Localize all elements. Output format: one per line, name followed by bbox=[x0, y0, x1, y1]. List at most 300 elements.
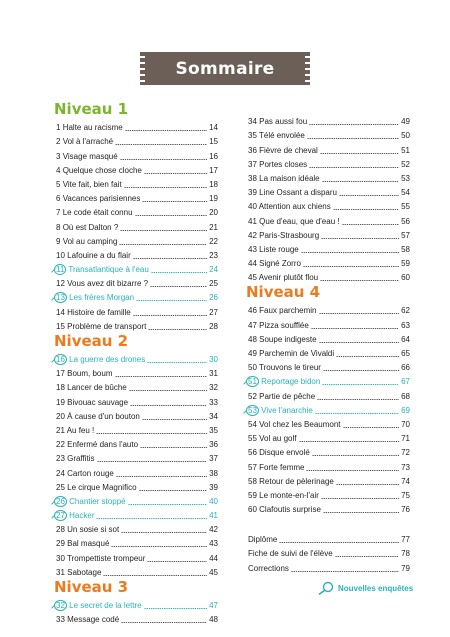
entry-page-number: 32 bbox=[209, 383, 218, 393]
toc-entry[interactable] bbox=[248, 416, 410, 430]
entry-page-number: 43 bbox=[209, 539, 218, 549]
entry-page-number: 63 bbox=[401, 320, 410, 330]
entry-title bbox=[248, 306, 317, 316]
entry-title bbox=[56, 510, 94, 521]
entry-number: 58 bbox=[248, 476, 257, 486]
dot-leader bbox=[140, 447, 207, 448]
entry-title bbox=[248, 477, 334, 487]
new-investigations-legend bbox=[318, 581, 413, 595]
toc-entry[interactable] bbox=[56, 507, 218, 521]
entry-page-number: 70 bbox=[401, 419, 410, 429]
entry-title-text: Les frères Morgan bbox=[69, 293, 135, 303]
toc-entry[interactable] bbox=[248, 141, 410, 155]
entry-page-number: 71 bbox=[401, 434, 410, 444]
entry-number: 38 bbox=[248, 173, 257, 183]
entry-number: 49 bbox=[248, 349, 257, 358]
toc-entry[interactable] bbox=[56, 379, 218, 393]
entry-title-text: Portes closes bbox=[259, 159, 308, 169]
entry-number: 41 bbox=[248, 216, 257, 226]
entry-title-text: Signé Zorro bbox=[259, 259, 301, 269]
entry-page-number: 28 bbox=[209, 321, 218, 331]
toc-entry[interactable] bbox=[56, 408, 218, 422]
entry-number: 27 bbox=[56, 511, 65, 521]
entry-number: 44 bbox=[248, 259, 257, 269]
entry-number: 2 bbox=[56, 137, 61, 147]
dot-leader bbox=[124, 187, 207, 188]
dot-leader bbox=[147, 561, 207, 562]
entry-title-text: Pas aussi fou bbox=[259, 117, 308, 127]
entry-title-text: Boum, boum bbox=[67, 369, 113, 379]
entry-title-text: Quelque chose cloche bbox=[62, 165, 142, 175]
entry-title bbox=[248, 259, 301, 269]
entry-number: 15 bbox=[56, 321, 65, 331]
entry-number: 40 bbox=[248, 202, 257, 212]
dot-leader bbox=[303, 266, 399, 267]
entry-number: 9 bbox=[56, 236, 61, 246]
toc-entry[interactable] bbox=[56, 365, 218, 379]
entry-number: 26 bbox=[56, 496, 65, 506]
toc-entry[interactable] bbox=[56, 147, 218, 161]
toc-entry[interactable] bbox=[248, 387, 410, 401]
entry-page-number: 45 bbox=[209, 567, 218, 577]
toc-entry[interactable] bbox=[248, 373, 410, 387]
entry-page-number: 65 bbox=[401, 349, 410, 358]
entry-number: 18 bbox=[56, 383, 65, 393]
dot-leader bbox=[120, 230, 207, 231]
entry-title bbox=[56, 539, 109, 549]
entry-number: 24 bbox=[56, 468, 65, 478]
entry-page-number: 69 bbox=[401, 405, 410, 415]
entry-page-number: 76 bbox=[401, 505, 410, 515]
dot-leader bbox=[121, 532, 207, 533]
entry-title bbox=[56, 496, 126, 507]
dot-leader bbox=[144, 608, 207, 609]
entry-number: 29 bbox=[56, 539, 65, 549]
dot-leader bbox=[97, 461, 208, 462]
entry-page-number: 24 bbox=[209, 265, 218, 275]
toc-entry[interactable] bbox=[248, 331, 410, 345]
legend-label: Nouvelles enquêtes bbox=[338, 583, 414, 593]
dot-leader bbox=[128, 504, 207, 505]
entry-title bbox=[248, 434, 297, 444]
entry-page-number: 59 bbox=[401, 259, 410, 269]
entry-title-text: Soupe indigeste bbox=[259, 334, 317, 344]
entry-title-text: Un sosie si sot bbox=[67, 525, 120, 535]
entry-page-number: 50 bbox=[401, 131, 410, 141]
entry-title bbox=[248, 202, 331, 212]
entry-title bbox=[56, 279, 148, 289]
toc-entry[interactable] bbox=[248, 345, 410, 359]
entry-title bbox=[56, 398, 128, 408]
entry-title bbox=[56, 554, 145, 564]
dot-leader bbox=[342, 224, 400, 225]
entry-title-text: Hacker bbox=[69, 511, 95, 521]
dot-leader bbox=[336, 484, 399, 485]
toc-entry[interactable] bbox=[56, 521, 218, 535]
entry-number: 21 bbox=[56, 425, 65, 435]
toc-entry[interactable] bbox=[56, 393, 218, 407]
entry-title bbox=[248, 349, 334, 359]
dot-leader bbox=[147, 362, 207, 363]
dot-leader bbox=[319, 313, 400, 314]
toc-entry[interactable] bbox=[56, 303, 218, 317]
entry-page-number: 64 bbox=[401, 334, 410, 344]
entry-page-number: 17 bbox=[209, 165, 218, 175]
entry-title-text: Clafoutis surprise bbox=[259, 505, 321, 515]
toc-entry[interactable] bbox=[56, 247, 218, 261]
entry-number: 6 bbox=[56, 194, 61, 204]
dot-leader bbox=[320, 153, 399, 154]
entry-title-text: Message codé bbox=[67, 615, 120, 625]
entry-title bbox=[56, 308, 131, 318]
dot-leader bbox=[119, 244, 207, 245]
dot-leader bbox=[96, 518, 207, 519]
toc-entry[interactable] bbox=[248, 501, 410, 515]
toc-entry[interactable] bbox=[56, 351, 218, 365]
entry-title bbox=[56, 223, 118, 233]
entry-title bbox=[248, 405, 313, 416]
dot-leader bbox=[115, 376, 208, 377]
page-title: Sommaire bbox=[175, 58, 275, 79]
entry-title bbox=[248, 160, 307, 170]
toc-entry[interactable] bbox=[248, 198, 410, 212]
toc-entry[interactable] bbox=[56, 261, 218, 275]
toc-entry[interactable] bbox=[56, 162, 218, 176]
toc-entry[interactable] bbox=[56, 289, 218, 303]
entry-title bbox=[56, 525, 119, 535]
entry-title bbox=[56, 483, 137, 493]
entry-title-text: Line Ossant a disparu bbox=[259, 188, 337, 198]
toc-extra-entry[interactable] bbox=[248, 531, 410, 545]
entry-title bbox=[248, 463, 304, 473]
toc-entry[interactable] bbox=[56, 535, 218, 549]
dot-leader bbox=[299, 441, 400, 442]
entry-page-number: 34 bbox=[209, 411, 218, 421]
entry-title-text: Vive l'anarchie bbox=[261, 405, 313, 415]
entry-title bbox=[56, 237, 117, 247]
toc-entry[interactable] bbox=[56, 450, 218, 464]
dot-leader bbox=[309, 124, 399, 125]
dot-leader bbox=[148, 329, 207, 330]
entry-number: 5 bbox=[56, 179, 61, 189]
entry-title-text: Histoire de famille bbox=[67, 307, 131, 317]
level-heading: Niveau 2 bbox=[54, 331, 129, 350]
entry-title bbox=[56, 137, 113, 147]
entry-page-number: 72 bbox=[401, 448, 410, 458]
spacer bbox=[248, 100, 410, 113]
entry-title-text: Problème de transport bbox=[67, 321, 147, 331]
entry-title bbox=[248, 335, 317, 345]
entry-page-number: 73 bbox=[401, 462, 410, 472]
toc-entry[interactable] bbox=[56, 422, 218, 436]
entry-title bbox=[56, 123, 123, 133]
entry-number: 25 bbox=[56, 482, 65, 492]
entry-page-number: 23 bbox=[209, 250, 218, 260]
entry-page-number: 40 bbox=[209, 496, 218, 506]
entry-title-text: Parchemin de Vivaldi bbox=[259, 349, 335, 358]
dot-leader bbox=[319, 342, 400, 343]
entry-page-number: 33 bbox=[209, 397, 218, 407]
toc-entry[interactable] bbox=[248, 227, 410, 241]
entry-title-text: Attention aux chiens bbox=[258, 202, 331, 212]
toc-entry[interactable] bbox=[56, 218, 218, 232]
toc-entry[interactable] bbox=[56, 436, 218, 450]
entry-page-number: 54 bbox=[401, 188, 410, 198]
entry-number: 10 bbox=[56, 250, 65, 260]
dot-leader bbox=[279, 542, 399, 543]
entry-number: 59 bbox=[248, 490, 257, 500]
entry-number: 35 bbox=[248, 131, 257, 141]
entry-title bbox=[56, 615, 119, 625]
entry-number: 55 bbox=[248, 434, 257, 444]
entry-title bbox=[248, 321, 309, 331]
toc-entry[interactable] bbox=[56, 133, 218, 147]
level-heading: Niveau 4 bbox=[246, 283, 321, 302]
toc-entry[interactable] bbox=[248, 156, 410, 170]
dot-leader bbox=[142, 419, 207, 420]
entry-title-text: Corrections bbox=[248, 563, 289, 573]
entry-title bbox=[248, 420, 341, 430]
entry-title bbox=[248, 273, 318, 283]
entry-page-number: 78 bbox=[401, 549, 410, 559]
toc-entry[interactable] bbox=[56, 464, 218, 478]
dot-leader bbox=[130, 405, 207, 406]
entry-page-number: 66 bbox=[401, 363, 410, 373]
toc-entry[interactable] bbox=[248, 430, 410, 444]
toc-column-right bbox=[248, 100, 410, 574]
dot-leader bbox=[311, 328, 399, 329]
dot-leader bbox=[312, 455, 399, 456]
entry-title bbox=[248, 363, 321, 373]
entry-title-text: Avenir plutôt flou bbox=[258, 273, 319, 283]
entry-title bbox=[56, 208, 133, 218]
entry-title bbox=[248, 448, 310, 458]
entry-number: 14 bbox=[56, 307, 65, 317]
entry-page-number: 44 bbox=[209, 553, 218, 563]
dot-leader bbox=[339, 195, 399, 196]
entry-title-text: Sabotage bbox=[67, 567, 102, 577]
entry-title-text: Trompettiste trompeur bbox=[66, 553, 146, 563]
entry-number: 8 bbox=[56, 222, 61, 232]
toc-entry[interactable] bbox=[56, 564, 218, 578]
entry-page-number: 39 bbox=[209, 482, 218, 492]
entry-page-number: 75 bbox=[401, 490, 410, 500]
dot-leader bbox=[133, 258, 207, 259]
toc-entry[interactable] bbox=[248, 212, 410, 226]
entry-page-number: 68 bbox=[401, 391, 410, 401]
entry-page-number: 14 bbox=[209, 123, 218, 133]
entry-title-text: Vol au golf bbox=[259, 434, 297, 444]
toc-entry[interactable] bbox=[248, 127, 410, 141]
entry-number: 51 bbox=[248, 377, 257, 387]
entry-title-text: Halte au racisme bbox=[62, 123, 123, 133]
dot-leader bbox=[135, 215, 208, 216]
entry-title-text: Visage masqué bbox=[62, 151, 118, 161]
entry-number: 12 bbox=[56, 279, 65, 289]
entry-number: 52 bbox=[248, 391, 257, 401]
entry-title-text: Le monte-en-l'air bbox=[259, 490, 319, 500]
toc-entry[interactable] bbox=[248, 359, 410, 373]
toc-column-left bbox=[56, 100, 218, 625]
entry-page-number: 20 bbox=[209, 208, 218, 218]
dot-leader bbox=[320, 280, 399, 281]
toc-entry[interactable] bbox=[56, 479, 218, 493]
entry-title-text: Vol à l'arraché bbox=[62, 137, 114, 147]
toc-entry[interactable] bbox=[248, 316, 410, 330]
toc-entry[interactable] bbox=[248, 184, 410, 198]
entry-number: 34 bbox=[248, 117, 257, 127]
entry-number: 28 bbox=[56, 525, 65, 535]
entry-title-text: Lancer de bûche bbox=[67, 383, 127, 393]
entry-title bbox=[56, 426, 94, 436]
entry-page-number: 21 bbox=[209, 222, 218, 232]
entry-page-number: 55 bbox=[401, 202, 410, 212]
entry-page-number: 42 bbox=[209, 525, 218, 535]
entry-title bbox=[248, 117, 307, 127]
toc-entry[interactable] bbox=[56, 176, 218, 190]
entry-number: 23 bbox=[56, 454, 65, 464]
toc-entry[interactable] bbox=[56, 597, 218, 611]
entry-title bbox=[248, 392, 315, 402]
entry-number: 20 bbox=[56, 411, 65, 421]
toc-entry[interactable] bbox=[56, 493, 218, 507]
toc-entry[interactable] bbox=[248, 444, 410, 458]
entry-title-text: La maison idéale bbox=[259, 173, 320, 183]
dot-leader bbox=[129, 390, 207, 391]
entry-page-number: 58 bbox=[401, 244, 410, 254]
toc-entry[interactable] bbox=[56, 204, 218, 218]
entry-page-number: 25 bbox=[209, 279, 218, 289]
entry-number: 13 bbox=[56, 293, 65, 303]
entry-title-text: Lafouine a du flair bbox=[67, 250, 131, 260]
entry-title bbox=[248, 491, 319, 501]
entry-title-text: Paris-Strasbourg bbox=[259, 230, 320, 240]
toc-entry[interactable] bbox=[56, 549, 218, 563]
toc-entry[interactable] bbox=[56, 190, 218, 204]
entry-title-text: Vol au camping bbox=[62, 236, 118, 246]
dot-leader bbox=[321, 238, 399, 239]
entry-page-number: 52 bbox=[401, 159, 410, 169]
toc-entry[interactable] bbox=[56, 119, 218, 133]
entry-number: 11 bbox=[56, 265, 65, 275]
entry-page-number: 15 bbox=[209, 137, 218, 147]
entry-title-text: Reportage bidon bbox=[261, 377, 321, 387]
entry-title bbox=[56, 354, 145, 365]
entry-title bbox=[56, 152, 118, 162]
page-title-banner bbox=[144, 52, 306, 85]
entry-number: 17 bbox=[56, 369, 65, 379]
dot-leader bbox=[343, 427, 400, 428]
dot-leader bbox=[322, 384, 399, 385]
entry-page-number: 56 bbox=[401, 216, 410, 226]
entry-number: 53 bbox=[248, 405, 257, 415]
level-heading: Niveau 1 bbox=[54, 100, 129, 118]
toc-entry[interactable] bbox=[248, 241, 410, 255]
entry-title-text: Graffitis bbox=[67, 454, 95, 464]
toc-entry[interactable] bbox=[248, 269, 410, 283]
dot-leader bbox=[144, 173, 207, 174]
entry-number: 22 bbox=[56, 440, 65, 450]
entry-title bbox=[56, 194, 140, 204]
entry-title bbox=[248, 231, 319, 241]
entry-page-number: 67 bbox=[401, 377, 410, 387]
dot-leader bbox=[116, 476, 207, 477]
entry-page-number: 27 bbox=[209, 307, 218, 317]
entry-number: 57 bbox=[248, 462, 257, 472]
toc-entry[interactable] bbox=[248, 170, 410, 184]
entry-title bbox=[56, 292, 134, 303]
entry-number: 54 bbox=[248, 419, 257, 429]
entry-number: 16 bbox=[56, 355, 65, 364]
entry-page-number: 53 bbox=[401, 173, 410, 183]
entry-title bbox=[56, 568, 101, 578]
entry-title-text: Pizza soufflée bbox=[259, 320, 309, 330]
entry-title bbox=[56, 264, 149, 275]
toc-entry[interactable] bbox=[56, 233, 218, 247]
toc-entry[interactable] bbox=[248, 113, 410, 127]
entry-number: 1 bbox=[56, 123, 61, 133]
magnifier-icon bbox=[318, 581, 334, 595]
entry-title bbox=[248, 174, 320, 184]
dot-leader bbox=[121, 622, 207, 623]
dot-leader bbox=[323, 512, 399, 513]
entry-number: 56 bbox=[248, 448, 257, 458]
dot-leader bbox=[309, 167, 399, 168]
toc-entry[interactable] bbox=[56, 275, 218, 289]
toc-entry[interactable] bbox=[56, 318, 218, 332]
toc-extra-entry[interactable] bbox=[248, 559, 410, 573]
entry-number: 47 bbox=[248, 320, 257, 330]
entry-number: 19 bbox=[56, 397, 65, 407]
entry-title-text: Diplôme bbox=[248, 535, 278, 545]
toc-entry[interactable] bbox=[248, 402, 410, 416]
entry-page-number: 38 bbox=[209, 468, 218, 478]
entry-title-text: Enfermé dans l'auto bbox=[67, 440, 139, 450]
toc-entry[interactable] bbox=[248, 302, 410, 316]
entry-title bbox=[56, 251, 131, 261]
entry-title bbox=[56, 322, 146, 332]
entry-number: 7 bbox=[56, 208, 61, 218]
toc-entry[interactable] bbox=[248, 255, 410, 269]
entry-page-number: 31 bbox=[209, 369, 218, 379]
toc-extra-entry[interactable] bbox=[248, 545, 410, 559]
entry-title-text: Vol chez les Beaumont bbox=[259, 419, 341, 429]
entry-page-number: 49 bbox=[401, 117, 410, 127]
dot-leader bbox=[322, 181, 399, 182]
toc-entry[interactable] bbox=[56, 611, 218, 625]
entry-title bbox=[248, 564, 289, 574]
toc-entry[interactable] bbox=[248, 487, 410, 501]
toc-entry[interactable] bbox=[248, 458, 410, 472]
dot-leader bbox=[307, 138, 399, 139]
entry-page-number: 47 bbox=[209, 601, 218, 610]
entry-title bbox=[56, 469, 114, 479]
dot-leader bbox=[150, 286, 207, 287]
entry-title bbox=[56, 180, 122, 190]
entry-title bbox=[56, 412, 140, 422]
entry-title-text: Disque envolé bbox=[259, 448, 310, 458]
entry-title-text: Le code était connu bbox=[62, 208, 133, 218]
entry-number: 48 bbox=[248, 334, 257, 344]
entry-page-number: 36 bbox=[209, 440, 218, 450]
toc-entry[interactable] bbox=[248, 473, 410, 487]
entry-page-number: 19 bbox=[209, 194, 218, 204]
entry-number: 43 bbox=[248, 244, 257, 254]
entry-page-number: 74 bbox=[401, 476, 410, 486]
entry-number: 46 bbox=[248, 306, 257, 316]
entry-page-number: 62 bbox=[401, 306, 410, 316]
entry-page-number: 48 bbox=[209, 615, 218, 625]
